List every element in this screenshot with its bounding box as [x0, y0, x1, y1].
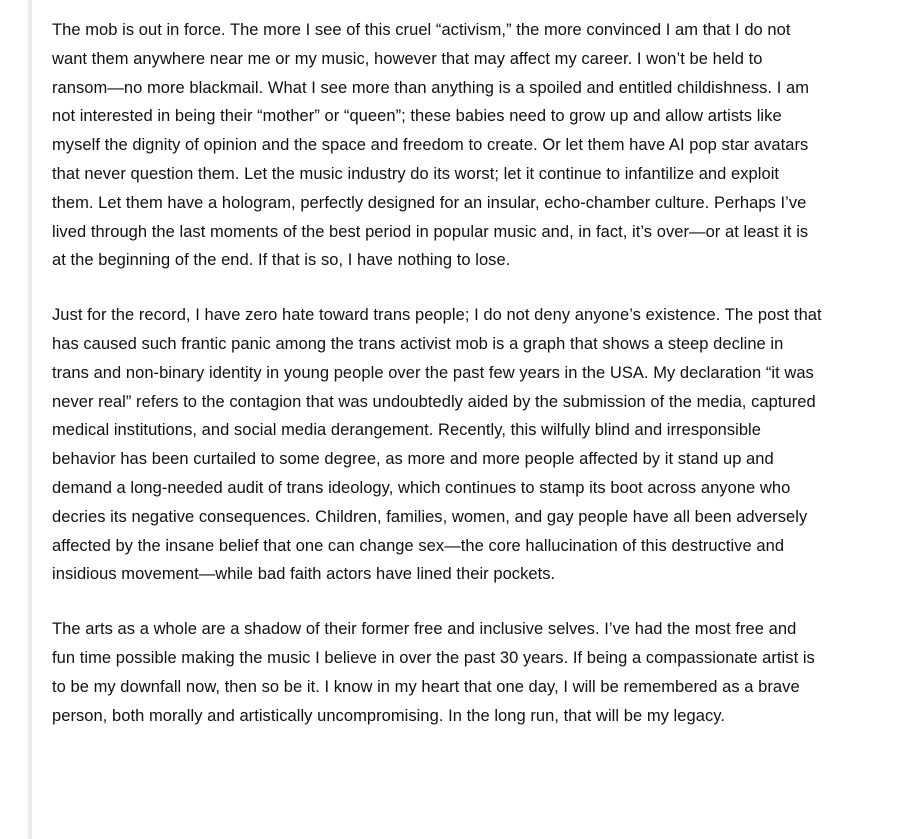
- paragraph-2: Just for the record, I have zero hate toward trans people; I do not deny anyone’s existence. The post that has caused such frantic panic among the trans activist mob is a graph that shows a steep decline in trans and non-binary identity in young people over the past few years in the USA. My declaration “it was never real” refers to the contagion that was undoubtedly aided by the submission of the media, captured medical institutions, and social media derangement. Recently, this wilfully blind and irresponsible behavior has been curtailed to some degree, as more and more people affected by it stand up and demand a long-needed audit of trans ideology, which continues to stamp its boot across anyone who decries its negative consequences. Children, families, women, and gay people have all been adversely affected by the insane belief that one can change sex—the core hallucination of this destructive and insidious movement—while bad faith actors have lined their pockets.: [52, 306, 822, 584]
- article-body: [52, 16, 822, 730]
- left-border-rule: [28, 0, 32, 839]
- paragraph-3: The arts as a whole are a shadow of their former free and inclusive selves. I’ve had the most free and fun time possible making the music I believe in over the past 30 years. If being a compassionate artist is to be my downfall now, then so be it. I know in my heart that one day, I will be remembered as a brave person, both morally and artistically uncompromising. In the long run, that will be my legacy.: [52, 620, 815, 725]
- paragraph-1: The mob is out in force. The more I see of this cruel “activism,” the more convinced I am that I do not want them anywhere near me or my music, however that may affect my career. I won’t be held to ransom—no more blackmail. What I see more than anything is a spoiled and entitled childishness. I am not interested in being their “mother” or “queen”; these babies need to grow up and allow artists like myself the dignity of opinion and the space and freedom to create. Or let them have AI pop star avatars that never question them. Let the music industry do its worst; let it continue to infantilize and exploit them. Let them have a hologram, perfectly designed for an insular, echo-chamber culture. Perhaps I’ve lived through the last moments of the best period in popular music and, in fact, it’s over—or at least it is at the beginning of the end. If that is so, I have nothing to lose.: [52, 21, 810, 270]
